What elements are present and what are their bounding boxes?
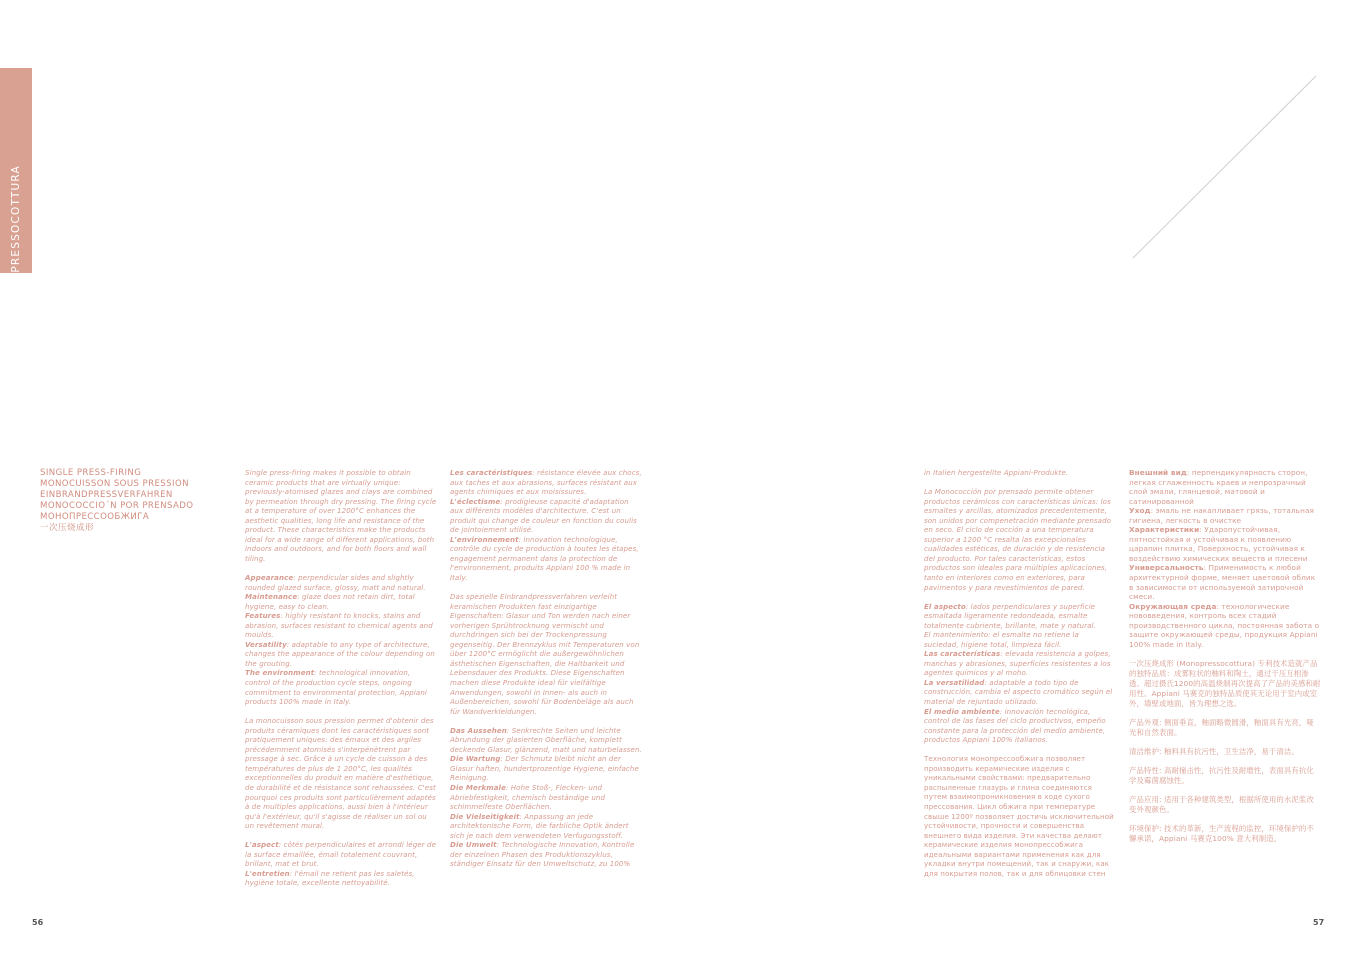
paragraph-zh-features: 产品特性: 高耐撞击性，抗污性及耐磨性，表面具有抗化学及霉菌腐蚀性。	[1129, 765, 1314, 785]
paragraph-zh-maintenance: 清洁维护: 釉料具有抗污性，卫生洁净，易于清洁。	[1129, 746, 1299, 756]
paragraph-de-end: in Italien hergestellte Appiani-Produkte.	[924, 468, 1069, 477]
paragraph-zh-intro: 一次压烧成形 (Monopressocottura) 专利技术造就产品的独特品质：成雾粒状的釉料和陶土，通过干压互相渗透。超过摄氏1200的高温烧制再次提高了产品的美感和耐用性。Appiani 马赛克的独特品质使其无论用于室内或室外，墙壁或地面，皆为理想之选。	[1129, 658, 1321, 708]
text-column-4	[1129, 468, 1321, 844]
title-en: SINGLE PRESS-FIRING	[40, 468, 142, 478]
paragraph-zh-appearance: 产品外观: 侧面垂直，釉面略微圆滑，釉面具有光亮，哑光和自然表面。	[1129, 717, 1314, 737]
title-fr: MONOCUISSON SOUS PRESSION	[40, 479, 189, 489]
paragraph-zh-environment: 环境保护: 技术的革新，生产流程的监控，环境保护的不懈承诺，Appiani 马赛克100% 意大利制造。	[1129, 823, 1314, 843]
paragraph-fr-features-2: Les caractéristiques: résistance élevée aux chocs, aux taches et aux abrasions, surfaces résistant aux agents chimiques et aux moisissures. L'éclectisme: prodigieuse capacité d'adaptation aux différents modèles d'architecture. C'est un produit qui change de couleur en fonction du coulis de jointoiement utilisé. L'environnement: innovation technologique, contrôle du cycle de production à toutes les étapes, engagement permanent dans la protection de l'environnement, produits Appiani 100 % made in Italy.	[450, 468, 642, 583]
product-titles	[40, 468, 230, 534]
paragraph-de-features: Das Aussehen: Senkrechte Seiten und leichte Abrundung der glasierten Oberfläche, komplett deckende Glasur, glänzend, matt und naturbelassen. Die Wartung: Der Schmutz bleibt nicht an der Glasur haften, hundertprozentige Hygiene, einfache Reinigung. Die Merkmale: Hohe Stoß-, Flecken- und Abriebfestigkeit, chemisch beständige und schimmelfeste Oberflächen. Die Vielseitigkeit: Anpassung an jede architektonische Form, die farbliche Optik ändert sich je nach dem verwendeten Verfugungsstoff. Die Umwelt: Technologische Innovation, Kontrolle der einzelnen Phasen des Produktionszyklus, ständiger Einsatz für den Umweltschutz, zu 100%	[450, 725, 642, 869]
paragraph-de-intro: Das spezielle Einbrandpressverfahren verleiht keramischen Produkten fast einzigartige Eigenschaften: Glasur und Ton werden nach einer vorherigen Sprühtrocknung vermischt und durchdringen sich bei der Trockenpressung gegenseitig. Der Brennzyklus mit Temperaturen von über 1200°C ermöglicht die außergewöhnlichen ästhetischen Eigenschaften, die Haltbarkeit und Lebensdauer des Produkts. Diese Eigenschaften machen diese Produkte ideal für vielfältige Anwendungen, sowohl in Innen- als auch in Außenbereichen, sowohl für Bodenbeläge als auch für Wandverkleidungen.	[450, 592, 640, 716]
paragraph-es-features: El aspecto: lados perpendiculares y superficie esmaltada ligeramente redondeada, esmalte totalmente cubriente, brillante, mate y natural. El mantenimiento: el esmalte no retiene la suciedad, higiene total, limpieza fácil. Las características: elevada resistencia a golpes, manchas y abrasiones, superficies resistentes a los agentes químicos y al moho. La versatilidad: adaptable a todo tipo de construcción, cambia el aspecto cromático según el material de rejuntado utilizado. El medio ambiente: innovación tecnológica, control de las fases del ciclo productivos, empeño constante para la protección del medio ambiente, productos Appiani 100% italianos.	[924, 601, 1113, 745]
title-de: EINBRANDPRESSVERFAHREN	[40, 490, 173, 500]
chinese-text-block	[1129, 659, 1321, 844]
paragraph-ru-features: Внешний вид: перпендикулярность сторон, легкая сглаженность краев и непрозрачный слой эмали, глянцевой, матовой и сатинированной Уход: эмаль не накапливает грязь, тотальная гигиена, легкость в очистке Характеристики: Ударопустойчивая, пятностойкая и устойчивая к появлению царапин плитка, Поверхность, устойчивая к воздействию химических веществ и плесени Универсальность: Применимость к любой архитектурной форме, меняет цветовой облик в зависимости от используемой затирочной смеси. Окружающая среда: технологические нововведения, контроль всех стадий производственного цикла, постоянная забота о защите окружающей среды, продукция Appiani 100% made in Italy.	[1129, 468, 1320, 649]
paragraph-en-intro: Single press-firing makes it possible to obtain ceramic products that are virtually unique: previously-atomised glazes and clays are combined by permeation through dry pressing. The firing cycle at a temperature of over 1200°C enhances the aesthetic qualities, long life and resistance of the product. These characteristics make the products ideal for a wide range of different applications, both indoors and outdoors, and for both floors and wall tiling.	[245, 468, 437, 563]
paragraph-fr-intro: La monocuisson sous pression permet d'obtenir des produits céramiques dont les caractéristiques sont pratiquement uniques: des émaux et des argiles précédemment atomisés s'interpénètrent par pressage à sec. Grâce à un cycle de cuisson à des températures de plus de 1 200°C, les qualités exceptionnelles du produit en matière d'esthétique, de durabilité et de résistance sont rehaussées. C'est pourquoi ces produits sont particulièrement adaptés à de multiples applications, aussi bien à l'intérieur qu'à l'extérieur, qu'il s'agisse de réaliser un sol ou un revêtement mural.	[245, 716, 436, 831]
paragraph-ru-intro: Технология монопрессообжига позволяет производить керамические изделия с уникальными свойствами: предварительно распыленные глазурь и глина соединяются путем взаимопроникновения в ходе сухого прессования. Цикл обжига при температуре свыше 1200º позволяет достичь исключительной устойчивости, прочности и совершенства внешнего вида изделия. Эти качества делают керамические изделия монопрессобжига идеальными вариантами применения как для укладки внутри помещений, так и снаружи, как для покрытия полов, так и для облицовки стен	[924, 754, 1114, 878]
side-tab-label: MONOPRESSOCOTTURA	[10, 165, 22, 311]
paragraph-zh-application: 产品应用: 适用于各种建筑类型，根据所使用的水泥浆改变外观颜色。	[1129, 794, 1314, 814]
paragraph-fr-features: L'aspect: côtés perpendiculaires et arrondi léger de la surface émaillée, émail totalement couvrant, brillant, mat et brut. L'entretien: l'émail ne retient pas les saletés, hygiène totale, excellente nettoyabilité.	[245, 840, 437, 888]
paragraph-es-intro: La Monococción por prensado permite obtener productos cerámicos con características únicas: los esmaltes y arcillas, atomizados precedentemente, son unidos por compenetración mediante prensado en seco. El ciclo de cocción a una temperatura superior a 1200 °C resalta las excepcionales cualidades estéticas, de duración y de resistencia del producto. Por tales características, estos productos son ideales para múltiples aplicaciones, tanto en interiores como en exteriores, para pavimentos y para revestimientos de pared.	[924, 487, 1112, 592]
page-number-left: 56	[32, 918, 44, 927]
page-number-right: 57	[1313, 918, 1325, 927]
title-es: MONOCOCCIO´N POR PRENSADO	[40, 501, 194, 511]
paragraph-en-features: Appearance: perpendicular sides and slightly rounded glazed surface, glossy, matt and natural. Maintenance: glaze does not retain dirt, total hygiene, easy to clean. Features: highly resistant to knocks, stains and abrasion, surfaces resistant to chemical agents and moulds. Versatility: adaptable to any type of architecture, changes the appearance of the colour depending on the grouting. The environment: technological innovation, control of the production cycle steps, ongoing commitment to environmental protection, Appiani products 100% made in Italy.	[245, 572, 435, 707]
text-column-2	[450, 468, 642, 878]
title-zh: 一次压烧成形	[40, 523, 94, 533]
text-column-1	[245, 468, 437, 897]
title-ru: МОНОПРЕССООБЖИГА	[40, 512, 150, 522]
text-column-3	[924, 468, 1116, 888]
